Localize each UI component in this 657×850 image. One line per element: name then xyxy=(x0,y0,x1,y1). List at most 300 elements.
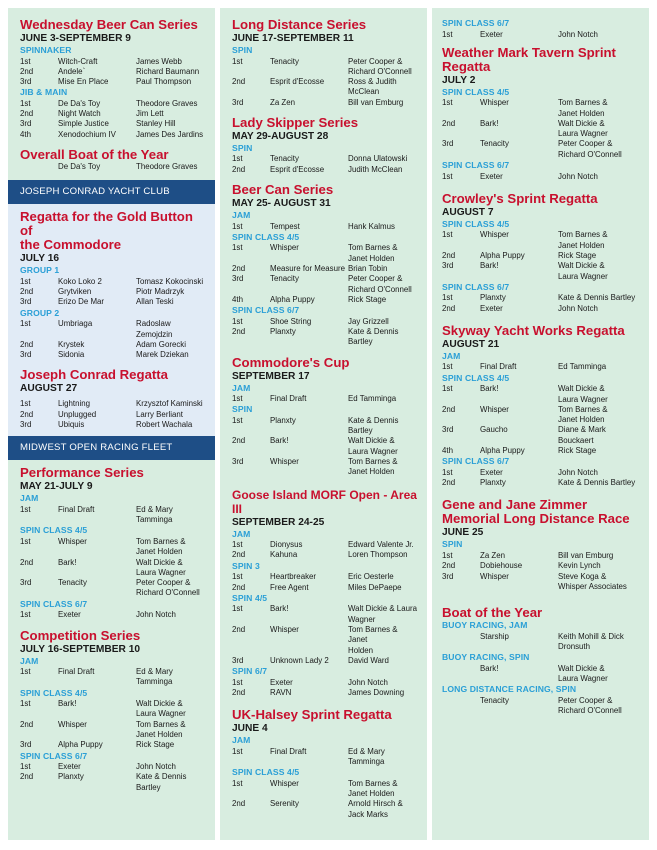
place: 1st xyxy=(20,276,31,286)
place: 2nd xyxy=(232,582,246,592)
skipper-line: Hank Kalmus xyxy=(348,221,395,231)
skipper-name xyxy=(558,139,639,160)
table-row xyxy=(232,264,417,274)
place: 2nd xyxy=(232,687,246,697)
table-row xyxy=(442,384,639,405)
section-title-cont: Memorial Long Distance Race xyxy=(442,511,630,527)
skipper-line: Walt Dickie & xyxy=(558,261,605,271)
boat-name: Final Draft xyxy=(270,394,307,404)
skipper-name xyxy=(136,57,205,67)
boat-name: Measure for Measure xyxy=(270,263,345,273)
boat-name: Alpha Puppy xyxy=(270,294,315,304)
boat-name: Bark! xyxy=(480,663,499,673)
skipper-name xyxy=(348,604,417,625)
boat-name: Planxty xyxy=(480,293,506,303)
place: 2nd xyxy=(232,799,246,809)
table-row xyxy=(442,561,639,571)
skipper-name xyxy=(136,350,205,360)
table-row xyxy=(442,478,639,488)
boat-name: Starship xyxy=(480,631,509,641)
skipper-line: Tom Barnes & xyxy=(558,230,608,240)
table-row xyxy=(20,410,205,420)
class-label: GROUP 2 xyxy=(20,307,60,318)
skipper-name xyxy=(348,540,417,550)
skipper-line: Tom Barnes & xyxy=(348,778,398,788)
skipper-line: Eric Oesterle xyxy=(348,572,394,582)
boat-name: Xenodochium IV xyxy=(58,129,116,139)
boat-name: Tempest xyxy=(270,221,300,231)
place: 2nd xyxy=(20,719,34,729)
place: 1st xyxy=(20,699,31,709)
skipper-name xyxy=(558,119,639,140)
skipper-line: Ed & Mary Tamminga xyxy=(136,504,173,525)
skipper-line: Marek Dziekan xyxy=(136,350,189,360)
skipper-name xyxy=(348,243,417,264)
section-title: Lady Skipper Series xyxy=(232,114,359,130)
skipper-name xyxy=(558,561,639,571)
section-dates: JUNE 25 xyxy=(442,527,484,539)
section-title: Wednesday Beer Can Series xyxy=(20,17,198,32)
table-row xyxy=(442,696,639,717)
skipper-line: Walt Dickie & xyxy=(136,699,183,709)
place: 2nd xyxy=(442,561,456,571)
skipper-name xyxy=(558,664,639,685)
skipper-line: Peter Cooper & xyxy=(348,274,403,284)
boat-name: Sidonia xyxy=(58,350,85,360)
boat-name: Tenacity xyxy=(480,695,509,705)
skipper-line: Edward Valente Jr. xyxy=(348,540,414,550)
skipper-line: Rick Stage xyxy=(136,740,175,750)
skipper-line: Loren Thompson xyxy=(348,550,408,560)
place: 1st xyxy=(442,171,453,181)
place: 1st xyxy=(20,536,31,546)
section-dates: AUGUST 21 xyxy=(442,338,500,350)
place: 2nd xyxy=(442,118,456,128)
boat-name: Exeter xyxy=(480,303,503,313)
class-label: SPIN CLASS 4/5 xyxy=(442,218,510,229)
skipper-line: John Notch xyxy=(558,303,598,313)
table-row xyxy=(20,720,205,741)
skipper-line: Ross & Judith xyxy=(348,77,397,87)
skipper-line: Peter Cooper & xyxy=(558,139,613,149)
place: 2nd xyxy=(232,326,246,336)
section-dates: AUGUST 27 xyxy=(20,383,78,395)
skipper-name xyxy=(136,610,205,620)
table-row xyxy=(232,779,417,800)
skipper-line: John Notch xyxy=(136,762,176,772)
class-label: SPIN CLASS 4/5 xyxy=(442,372,510,383)
boat-name: Final Draft xyxy=(480,362,517,372)
skipper-line: Kate & Dennis Bartley xyxy=(348,415,399,436)
skipper-line: Jack Marks xyxy=(348,809,388,819)
skipper-name xyxy=(558,230,639,251)
skipper-line: Keith Mohill & Dick xyxy=(558,631,624,641)
class-label: SPIN CLASS 4/5 xyxy=(20,525,88,536)
class-label: BUOY RACING, JAM xyxy=(442,620,528,631)
skipper-name xyxy=(136,319,205,340)
boat-name: Erizo De Mar xyxy=(58,297,105,307)
table-row xyxy=(442,172,639,182)
skipper-name xyxy=(348,457,417,478)
table-row xyxy=(232,416,417,437)
boat-name: Exeter xyxy=(58,762,81,772)
place: 3rd xyxy=(442,425,454,435)
place: 2nd xyxy=(232,550,246,560)
table-row xyxy=(20,537,205,558)
place: 2nd xyxy=(232,263,246,273)
table-row xyxy=(442,362,639,372)
section-title: Skyway Yacht Works Regatta xyxy=(442,322,625,338)
place: 3rd xyxy=(20,578,32,588)
skipper-line: Janet Holden xyxy=(558,415,605,425)
place: 3rd xyxy=(442,571,454,581)
skipper-name xyxy=(136,740,205,750)
place: 2nd xyxy=(442,404,456,414)
boat-name: Planxty xyxy=(58,772,84,782)
skipper-name xyxy=(348,747,417,768)
boat-name: Bark! xyxy=(480,118,499,128)
skipper-line: Laura Wagner xyxy=(558,129,608,139)
place: 1st xyxy=(20,504,31,514)
place: 1st xyxy=(232,604,243,614)
place: 2nd xyxy=(20,557,34,567)
section-dates: JULY 2 xyxy=(442,74,476,86)
class-label: SPIN CLASS 6/7 xyxy=(232,305,300,316)
table-row xyxy=(20,130,205,140)
table-row xyxy=(442,293,639,303)
place: 3rd xyxy=(232,457,244,467)
skipper-line: Tom Barnes & xyxy=(136,719,186,729)
table-row xyxy=(232,317,417,327)
boat-name: Mise En Place xyxy=(58,77,109,87)
skipper-line: Tom Barnes & xyxy=(348,457,398,467)
column-2 xyxy=(220,8,427,840)
skipper-line: Tomasz Kokocinski xyxy=(136,276,204,286)
boat-name: Planxty xyxy=(270,415,296,425)
table-row xyxy=(442,425,639,446)
place: 1st xyxy=(442,384,453,394)
skipper-name xyxy=(558,405,639,426)
boat-name: Esprit d'Ecosse xyxy=(270,164,325,174)
skipper-name xyxy=(136,667,205,688)
skipper-name xyxy=(348,779,417,800)
place: 1st xyxy=(442,362,453,372)
skipper-name xyxy=(558,551,639,561)
skipper-line: Janet Holden xyxy=(136,730,183,739)
skipper-line: Ed Tamminga xyxy=(348,394,397,404)
table-row xyxy=(232,394,417,404)
skipper-line: Larry Berliant xyxy=(136,409,183,419)
skipper-line: Janet Holden xyxy=(136,547,183,557)
place: 1st xyxy=(20,667,31,677)
section-title: Performance Series xyxy=(20,465,144,481)
skipper-line: Laura Wagner xyxy=(136,567,186,577)
skipper-line: Laura Wagner xyxy=(558,674,608,683)
boat-name: Final Draft xyxy=(270,746,307,756)
class-label: SPIN xyxy=(442,539,463,550)
boat-name: Bark! xyxy=(480,384,499,394)
skipper-name xyxy=(348,678,417,688)
place: 3rd xyxy=(232,97,244,107)
skipper-line: Richard O'Connell xyxy=(558,149,622,159)
class-label: SPIN CLASS 6/7 xyxy=(442,456,510,467)
place: 2nd xyxy=(442,250,456,260)
skipper-name xyxy=(558,425,639,446)
table-row xyxy=(232,222,417,232)
table-row xyxy=(20,578,205,599)
table-row xyxy=(232,604,417,625)
skipper-name xyxy=(348,98,417,108)
class-label: JAM xyxy=(232,735,251,746)
skipper-name: Theodore Graves xyxy=(136,162,198,172)
place: 1st xyxy=(232,394,243,404)
club-band: JOSEPH CONRAD YACHT CLUB xyxy=(8,180,215,204)
skipper-line: Dronsuth xyxy=(558,641,591,651)
skipper-line: John Notch xyxy=(558,29,598,39)
table-row xyxy=(442,572,639,593)
table-row xyxy=(20,287,205,297)
table-row xyxy=(442,98,639,119)
boat-name: Whisper xyxy=(270,624,299,634)
place: 1st xyxy=(232,415,243,425)
table-row xyxy=(232,243,417,264)
skipper-line: Brian Tobin xyxy=(348,263,388,273)
class-label: JIB & MAIN xyxy=(20,87,68,98)
section-dates: MAY 25- AUGUST 31 xyxy=(232,198,331,210)
skipper-name xyxy=(558,30,639,40)
place: 3rd xyxy=(232,655,244,665)
boat-name: Dobiehouse xyxy=(480,561,523,571)
skipper-line: Arnold Hirsch & xyxy=(348,799,403,809)
skipper-line: Peter Cooper & xyxy=(136,578,191,588)
skipper-name xyxy=(348,550,417,560)
place: 1st xyxy=(20,56,31,66)
skipper-line: David Ward xyxy=(348,655,389,665)
place: 2nd xyxy=(20,772,34,782)
skipper-line: Tom Barnes & xyxy=(558,98,608,108)
table-row xyxy=(442,468,639,478)
place: 1st xyxy=(232,540,243,550)
boat-name: Andele` xyxy=(58,66,86,76)
table-row xyxy=(232,274,417,295)
section-dates: MAY 29-AUGUST 28 xyxy=(232,130,329,142)
section-title: Crowley's Sprint Regatta xyxy=(442,190,598,206)
place: 1st xyxy=(20,610,31,620)
skipper-name xyxy=(136,340,205,350)
skipper-name xyxy=(136,297,205,307)
boat-name: Za Zen xyxy=(270,97,295,107)
skipper-name xyxy=(348,317,417,327)
skipper-name xyxy=(136,578,205,599)
table-row xyxy=(232,57,417,78)
place: 1st xyxy=(442,230,453,240)
place: 1st xyxy=(232,778,243,788)
skipper-line: Krzysztof Kaminski xyxy=(136,399,203,409)
skipper-line: Steve Koga & xyxy=(558,571,607,581)
fleet-band: MIDWEST OPEN RACING FLEET xyxy=(8,436,215,460)
table-row xyxy=(20,297,205,307)
skipper-name xyxy=(348,264,417,274)
boat-name: Whisper xyxy=(58,536,87,546)
place: 2nd xyxy=(232,436,246,446)
skipper-line: Piotr Madrzyk xyxy=(136,287,185,297)
skipper-name xyxy=(348,688,417,698)
skipper-line: Walt Dickie & Laura xyxy=(348,604,417,614)
skipper-name xyxy=(348,295,417,305)
place xyxy=(442,632,480,653)
skipper-name xyxy=(558,304,639,314)
skipper-name xyxy=(136,277,205,287)
place xyxy=(442,696,480,717)
class-label: SPIN CLASS 4/5 xyxy=(232,231,300,242)
skipper-name xyxy=(348,572,417,582)
skipper-line: Kate & Dennis Bartley xyxy=(348,326,399,347)
table-row xyxy=(20,558,205,579)
class-label: SPIN xyxy=(232,404,253,415)
boat-name: Esprit d'Ecosse xyxy=(270,77,325,87)
boat-name: Heartbreaker xyxy=(270,572,317,582)
place: 1st xyxy=(442,98,453,108)
skipper-name xyxy=(558,293,639,303)
place: 2nd xyxy=(20,339,34,349)
table-row xyxy=(20,77,205,87)
place: 1st xyxy=(232,677,243,687)
skipper-name xyxy=(136,109,205,119)
skipper-name xyxy=(348,799,417,820)
skipper-line: Donna Ulatowski xyxy=(348,154,408,164)
skipper-line: Bill van Emburg xyxy=(348,97,404,107)
place: 4th xyxy=(20,129,31,139)
boat-name: Tenacity xyxy=(480,139,509,149)
section-dates: MAY 21-JULY 9 xyxy=(20,481,93,493)
place: 1st xyxy=(20,98,31,108)
class-label: SPINNAKER xyxy=(20,45,72,55)
skipper-line: Ed & Mary Tamminga xyxy=(348,746,385,766)
table-row xyxy=(232,656,417,666)
class-label: SPIN CLASS 4/5 xyxy=(20,687,88,698)
table-row xyxy=(20,740,205,750)
skipper-name xyxy=(558,261,639,282)
skipper-line: Theodore Graves xyxy=(136,98,198,108)
skipper-line: Richard O'Connell xyxy=(558,706,622,716)
boat-name: Exeter xyxy=(480,467,503,477)
table-row xyxy=(20,762,205,772)
table-row xyxy=(442,261,639,282)
boat-name: Tenacity xyxy=(270,274,299,284)
class-label: SPIN 3 xyxy=(232,560,260,571)
class-label: JAM xyxy=(232,528,251,539)
table-row xyxy=(20,350,205,360)
boat-name: Gaucho xyxy=(480,425,508,435)
skipper-name xyxy=(136,537,205,558)
table-row xyxy=(20,109,205,119)
skipper-line: Judith McClean xyxy=(348,164,403,174)
skipper-name xyxy=(136,505,205,526)
skipper-name xyxy=(558,251,639,261)
boat-name: Exeter xyxy=(480,171,503,181)
boat-name: Alpha Puppy xyxy=(480,250,525,260)
table-row xyxy=(442,251,639,261)
section-dates: AUGUST 7 xyxy=(442,206,494,218)
table-row xyxy=(20,610,205,620)
boat-name: Free Agent xyxy=(270,582,309,592)
class-label: SPIN 4/5 xyxy=(232,592,268,603)
skipper-name xyxy=(136,772,205,793)
table-row xyxy=(232,688,417,698)
skipper-line: Tom Barnes & Janet xyxy=(348,624,398,645)
boat-name: Bark! xyxy=(58,699,77,709)
table-row xyxy=(232,295,417,305)
boat-name: Exeter xyxy=(480,29,503,39)
class-label: GROUP 1 xyxy=(20,265,60,276)
skipper-name xyxy=(558,696,639,717)
table-row xyxy=(232,540,417,550)
place: 3rd xyxy=(20,740,32,750)
boat-name: Bark! xyxy=(58,557,77,567)
section-title: Gene and Jane Zimmer xyxy=(442,497,588,513)
skipper-line: Rick Stage xyxy=(558,250,597,260)
skipper-line: Kate & Dennis Bartley xyxy=(136,772,187,792)
class-label: SPIN CLASS 6/7 xyxy=(20,750,88,761)
skipper-line: Jay Grizzell xyxy=(348,316,389,326)
boat-name: Witch-Craft xyxy=(58,56,98,66)
place: 3rd xyxy=(442,139,454,149)
table-row xyxy=(20,162,205,172)
place: 2nd xyxy=(232,77,246,87)
boat-name: Alpha Puppy xyxy=(480,446,525,456)
skipper-line: Laura Wagner xyxy=(348,446,398,456)
skipper-name xyxy=(136,77,205,87)
table-row xyxy=(20,67,205,77)
section-title-cont: the Commodore xyxy=(20,237,122,253)
table-row xyxy=(20,699,205,720)
boat-name: Bark! xyxy=(480,261,499,271)
skipper-line: Peter Cooper & xyxy=(348,56,403,66)
boat-name: Lightning xyxy=(58,399,91,409)
boat-name: Unknown Lady 2 xyxy=(270,655,329,665)
table-row xyxy=(442,230,639,251)
skipper-name xyxy=(558,362,639,372)
table-row xyxy=(232,572,417,582)
skipper-name xyxy=(136,130,205,140)
section-dates: JUNE 4 xyxy=(232,723,268,735)
place: 1st xyxy=(442,550,453,560)
section-dates: JUNE 3-SEPTEMBER 9 xyxy=(20,33,131,44)
place: 1st xyxy=(20,319,31,329)
skipper-line: Ed Tamminga xyxy=(558,362,607,372)
table-row xyxy=(232,165,417,175)
boat-name: Whisper xyxy=(270,243,299,253)
boat-name: De Da's Toy xyxy=(58,162,101,172)
boat-name: Exeter xyxy=(270,677,293,687)
skipper-line: Jim Lett xyxy=(136,109,164,119)
skipper-name xyxy=(348,327,417,348)
skipper-line: Adam Gorecki xyxy=(136,339,186,349)
table-row xyxy=(442,30,639,40)
boat-name: Tenacity xyxy=(270,56,299,66)
section-title: Competition Series xyxy=(20,627,141,643)
place: 1st xyxy=(232,746,243,756)
place: 1st xyxy=(232,154,243,164)
skipper-line: Richard O'Connell xyxy=(348,66,412,76)
skipper-line: James Webb xyxy=(136,56,182,66)
skipper-line: McClean xyxy=(348,87,380,97)
skipper-line: Allan Teski xyxy=(136,297,174,307)
place: 2nd xyxy=(20,287,34,297)
table-row xyxy=(232,583,417,593)
place: 1st xyxy=(232,243,243,253)
place: 4th xyxy=(232,294,243,304)
